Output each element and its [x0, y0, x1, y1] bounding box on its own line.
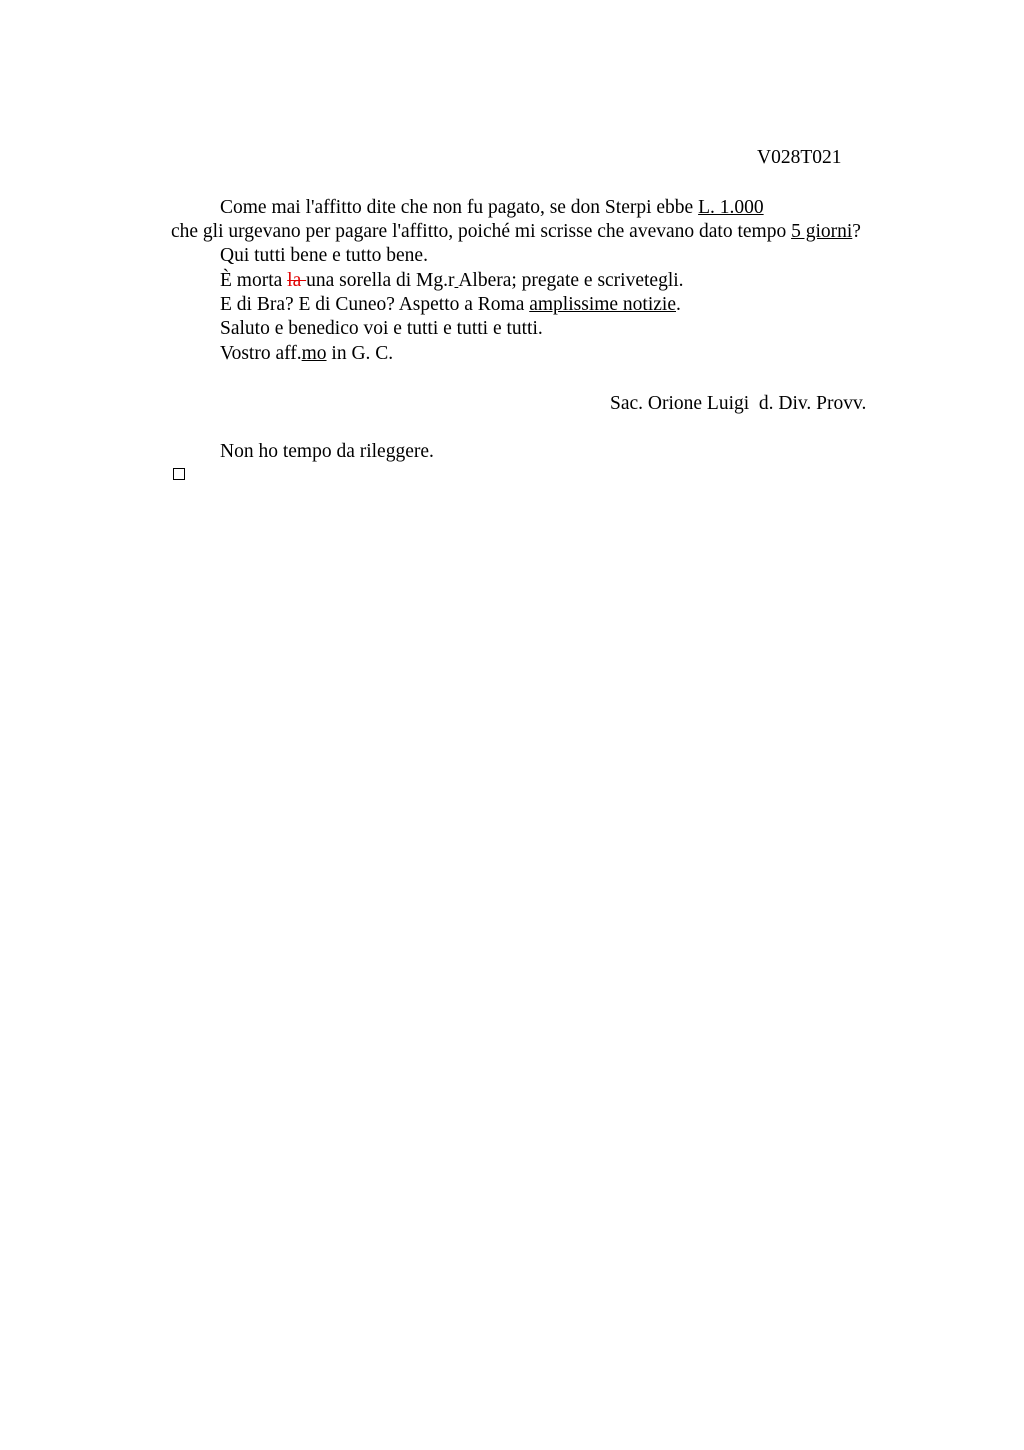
paragraph-line-6 [220, 317, 543, 341]
line-text: Vostro aff. [220, 343, 302, 364]
line-text: È morta [220, 270, 288, 291]
line-text: Qui tutti bene e tutto bene. [220, 245, 428, 266]
line-text-end: Albera; pregate e scrivetegli. [458, 270, 684, 291]
paragraph-line-1 [220, 196, 764, 220]
underlined-amount: L. 1.000 [698, 197, 764, 218]
underlined-news: amplissime notizie [529, 294, 676, 315]
line-text: E di Bra? E di Cuneo? Aspetto a Roma [220, 294, 530, 315]
paragraph-line-5 [220, 293, 681, 317]
line-text: Saluto e benedico voi e tutti e tutti e tutti. [220, 318, 543, 339]
underlined-superscript: mo [301, 343, 327, 364]
postscript: Non ho tempo da rileggere. [220, 441, 434, 462]
line-text: che gli urgevano per pagare l'affitto, poiché mi scrisse che avevano dato tempo [171, 221, 792, 242]
line-text-end: ? [852, 221, 861, 242]
paragraph-line-4 [220, 269, 684, 293]
signature: Sac. Orione Luigi d. Div. Provv. [610, 393, 867, 414]
paragraph-line-2 [171, 220, 861, 244]
line-text-end: in G. C. [326, 343, 394, 364]
line-text: Come mai l'affitto dite che non fu pagato, se don Sterpi ebbe [220, 197, 699, 218]
struck-word: la [287, 270, 307, 291]
line-text-end: . [676, 294, 681, 315]
paragraph-line-7 [220, 342, 393, 366]
line-text-mid: una sorella di Mg.r [306, 270, 455, 291]
paragraph-line-3 [220, 244, 428, 268]
checkbox-box [173, 468, 185, 480]
document-id: V028T021 [757, 147, 842, 168]
underlined-days: 5 giorni [791, 221, 853, 242]
